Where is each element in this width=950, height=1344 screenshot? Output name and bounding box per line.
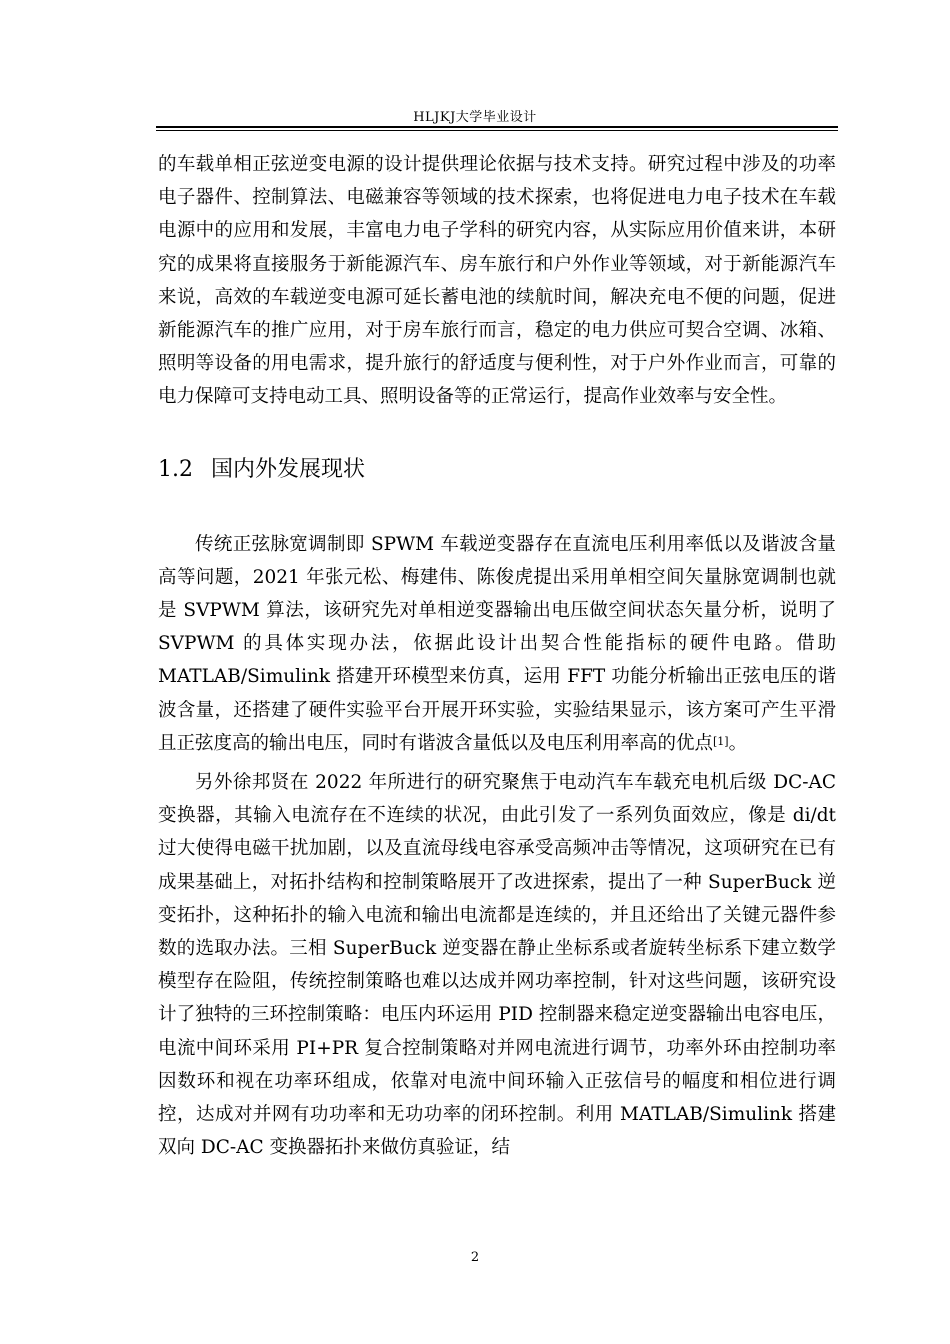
section-number: 1.2 xyxy=(158,456,193,482)
body-paragraph-2: 另外徐邦贤在 2022 年所进行的研究聚焦于电动汽车车载充电机后级 DC-AC 变换器，其输入电流存在不连续的状况，由此引发了一系列负面效应，像是 di/dt 过大使得电磁干扰加剧，以及直流母线电容承受高频冲击等情况，这项研究在已有成果基础上，对拓扑结构和控制策略展开了改进探索，提出了一种 SuperBuck 逆变拓扑，这种拓扑的输入电流和输出电流都是连续的，并且还给出了关键元器件参数的选取办法。三相 SuperBuck 逆变器在静止坐标系或者旋转坐标系下建立数学模型存在险阻，传统控制策略也难以达成并网功率控制，针对这些问题，该研究设计了独特的三环控制策略：电压内环运用 PID 控制器来稳定逆变器输出电容电压，电流中间环采用 PI+PR 复合控制策略对并网电流进行调节，功率外环由控制功率因数环和视在功率环组成，依靠对电流中间环输入正弦信号的幅度和相位进行调控，达成对并网有功功率和无功功率的闭环控制。利用 MATLAB/Simulink 搭建双向 DC-AC 变换器拓扑来做仿真验证，结 xyxy=(158,772,836,1159)
page-number: 2 xyxy=(470,1250,480,1265)
section-heading xyxy=(158,452,836,488)
page-header-title: HLJKJ大学毕业设计 xyxy=(413,110,537,125)
paragraph-1-text: 传统正弦脉宽调制即 SPWM 车载逆变器存在直流电压利用率低以及谐波含量高等问题，2021 年张元松、梅建伟、陈俊虎提出采用单相空间矢量脉宽调制也就是 SVPWM 算法，该研究先对单相逆变器输出电压做空间状态矢量分析，说明了 SVPWM 的具体实现办法，依据此设计出契合性能指标的硬件电路。借助 MATLAB/Simulink 搭建开环模型来仿真，运用 FFT 功能分析输出正弦电压的谐波含量，还搭建了硬件实验平台开展开环实验，实验结果显示，该方案可产生平滑且正弦度高的输出电压，同时有谐波含量低以及电压利用率高的优点 xyxy=(158,533,836,754)
header-rule-thin xyxy=(156,130,838,131)
body-paragraph-continued: 的车载单相正弦逆变电源的设计提供理论依据与技术支持。研究过程中涉及的功率电子器件、控制算法、电磁兼容等领域的技术探索，也将促进电力电子技术在车载电源中的应用和发展，丰富电力电子学科的研究内容，从实际应用价值来讲，本研究的成果将直接服务于新能源汽车、房车旅行和户外作业等领域，对于新能源汽车来说，高效的车载逆变电源可延长蓄电池的续航时间，解决充电不便的问题，促进新能源汽车的推广应用，对于房车旅行而言，稳定的电力供应可契合空调、冰箱、照明等设备的用电需求，提升旅行的舒适度与便利性，对于户外作业而言，可靠的电力保障可支持电动工具、照明设备等的正常运行，提高作业效率与安全性。 xyxy=(158,154,836,408)
citation-reference[interactable]: [1] xyxy=(713,734,729,748)
body-paragraph-1 xyxy=(158,528,836,760)
section-spacing xyxy=(158,488,836,528)
paragraph-1-ending: 。 xyxy=(728,732,748,754)
section-title: 国内外发展现状 xyxy=(211,456,366,482)
header-rule-thick xyxy=(156,126,838,128)
page-body xyxy=(158,148,836,1164)
